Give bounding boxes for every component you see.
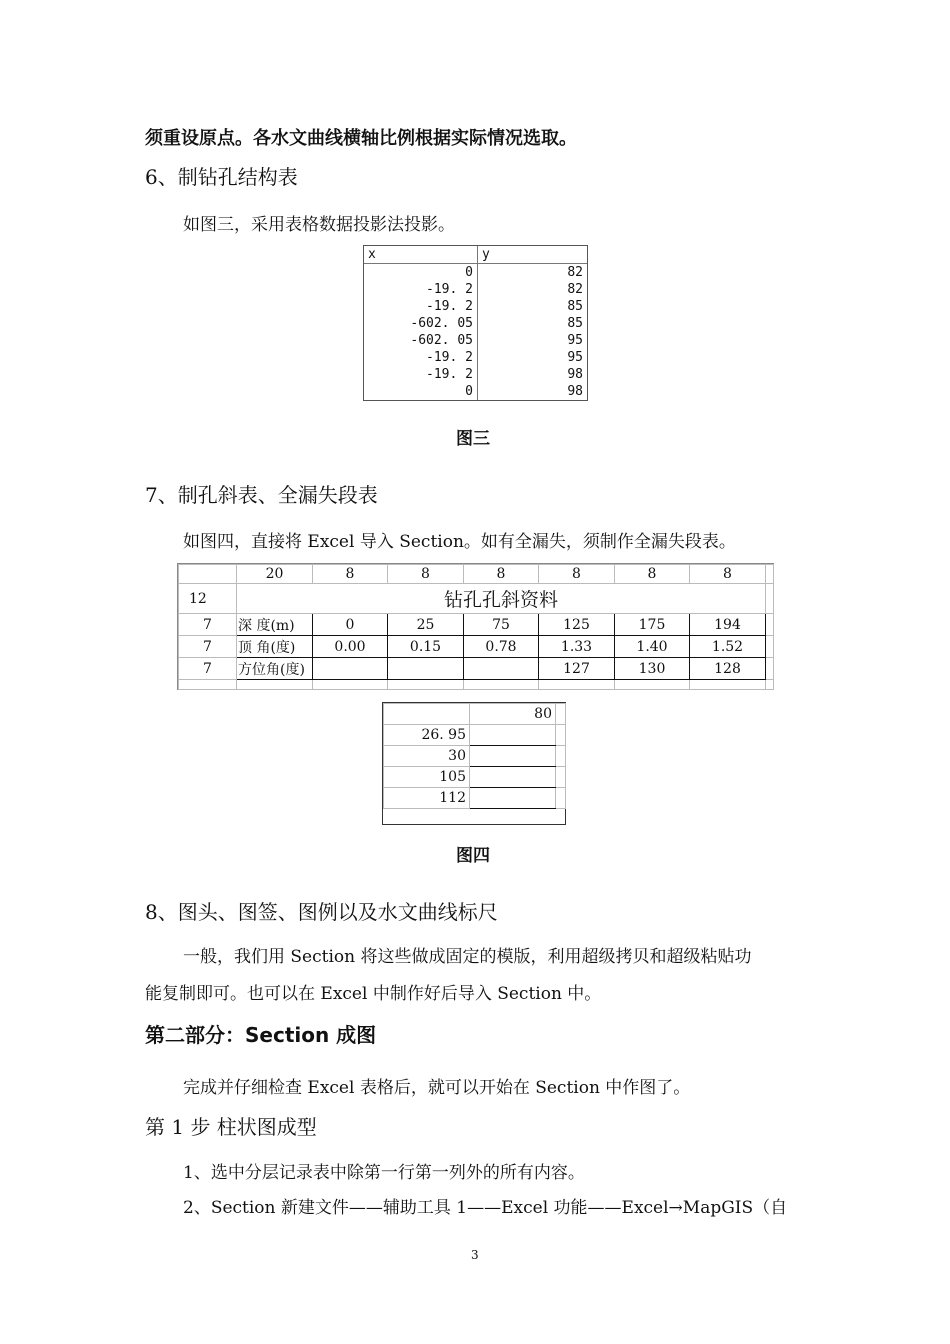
fig4-table [177, 563, 774, 690]
fig4-cell [690, 680, 766, 690]
step-1-heading: 第 1 步 柱状图成型 [145, 1115, 317, 1139]
fig4-cell: 7 [179, 614, 237, 636]
fig4-cell: 0.78 [464, 636, 539, 658]
fig4-cell [179, 565, 237, 584]
fig4-cell [539, 680, 615, 690]
fig4b-cell [556, 746, 566, 767]
fig3-cell: 98 [567, 367, 583, 382]
fig4-cell: 130 [615, 658, 690, 680]
fig4b-value: 26. 95 [384, 725, 470, 746]
fig3-cell: 82 [567, 265, 583, 280]
fig4-cell [766, 680, 774, 690]
fig4b-cell [470, 767, 556, 788]
fig4-cell: 0.15 [388, 636, 464, 658]
fig4-cell: 25 [388, 614, 464, 636]
fig4-label: 顶 角(度) [237, 636, 313, 658]
fig4-cell [237, 680, 313, 690]
fig4-cell [766, 614, 774, 636]
fig4-cell [766, 565, 774, 584]
fig4b-cell [470, 788, 556, 809]
step-item-1: 1、选中分层记录表中除第一行第一列外的所有内容。 [183, 1163, 585, 1183]
paragraph-8-line1: 一般，我们用 Section 将这些做成固定的模版，利用超级拷贝和超级粘贴功 [183, 947, 752, 967]
page-number: 3 [471, 1248, 479, 1262]
fig4b-cell [556, 788, 566, 809]
fig3-cell: -602. 05 [364, 315, 478, 332]
fig4b-value: 112 [384, 788, 470, 809]
fig4-title: 钻孔孔斜资料 [313, 584, 690, 614]
fig3-cell: 98 [567, 384, 583, 399]
fig4-cell [766, 584, 774, 614]
fig4-cell [313, 680, 388, 690]
fig4b-cell [470, 746, 556, 767]
fig4-cell [388, 680, 464, 690]
fig4-cell: 8 [313, 565, 388, 584]
fig4-label: 方位角(度) [237, 658, 313, 680]
fig4-cell: 8 [464, 565, 539, 584]
fig3-header-x: x [364, 246, 478, 264]
fig4-cell: 1.52 [690, 636, 766, 658]
paragraph-9: 完成并仔细检查 Excel 表格后，就可以开始在 Section 中作图了。 [183, 1078, 691, 1098]
fig4-cell: 194 [690, 614, 766, 636]
fig4-cell: 0.00 [313, 636, 388, 658]
fig3-cell: -19. 2 [364, 349, 478, 366]
fig3-cell: 82 [567, 282, 583, 297]
fig4-cell: 7 [179, 658, 237, 680]
fig3-cell: -19. 2 [364, 298, 478, 315]
paragraph-8-line2: 能复制即可。也可以在 Excel 中制作好后导入 Section 中。 [145, 984, 602, 1004]
fig3-cell: 85 [567, 299, 583, 314]
fig4-cell: 8 [615, 565, 690, 584]
fig4b-cell [556, 725, 566, 746]
fig3-caption: 图三 [456, 429, 490, 449]
fig3-cell: -19. 2 [364, 366, 478, 383]
part-two-heading: 第二部分：Section 成图 [145, 1023, 377, 1047]
fig4b-cell [384, 704, 470, 725]
fig3-cell: -19. 2 [364, 281, 478, 298]
fig3-cell: 85 [567, 316, 583, 331]
fig4-cell: 127 [539, 658, 615, 680]
step-item-2: 2、Section 新建文件——辅助工具 1——Excel 功能——Excel→MapGIS（自 [183, 1198, 788, 1218]
fig4-cell [766, 636, 774, 658]
fig4-cell [464, 658, 539, 680]
fig4-cell: 175 [615, 614, 690, 636]
fig3-cell: 95 [567, 333, 583, 348]
fig3-cell: 0 [364, 264, 478, 282]
fig3-table [363, 245, 588, 401]
heading-8: 8、图头、图签、图例以及水文曲线标尺 [145, 900, 498, 924]
fig4-cell [615, 680, 690, 690]
fig4-cell: 1.40 [615, 636, 690, 658]
fig3-cell: 95 [567, 350, 583, 365]
fig4-cell [766, 658, 774, 680]
fig4-cell [237, 584, 313, 614]
heading-7: 7、制孔斜表、全漏失段表 [145, 483, 378, 507]
fig4-title-num: 12 [179, 584, 237, 614]
fig4b-cell [556, 704, 566, 725]
fig4-cell [313, 658, 388, 680]
heading-6: 6、制钻孔结构表 [145, 165, 298, 189]
fig4-label: 深 度(m) [237, 614, 313, 636]
paragraph-7: 如图四，直接将 Excel 导入 Section。如有全漏失，须制作全漏失段表。 [183, 532, 736, 552]
fig4-cell [690, 584, 766, 614]
fig4-caption: 图四 [456, 846, 490, 866]
fig4b-table [382, 702, 566, 825]
fig4b-value: 30 [384, 746, 470, 767]
fig4-cell [388, 658, 464, 680]
fig4-cell: 8 [388, 565, 464, 584]
fig4-cell: 8 [690, 565, 766, 584]
fig3-cell: -602. 05 [364, 332, 478, 349]
fig4b-cell [470, 725, 556, 746]
fig3-cell: 0 [364, 383, 478, 400]
fig4-cell: 125 [539, 614, 615, 636]
fig4-cell: 7 [179, 636, 237, 658]
fig4b-value: 105 [384, 767, 470, 788]
fig4b-cell [556, 767, 566, 788]
fig4-cell [464, 680, 539, 690]
paragraph-6: 如图三，采用表格数据投影法投影。 [183, 215, 455, 235]
fig4-cell: 1.33 [539, 636, 615, 658]
fig4-cell: 128 [690, 658, 766, 680]
fig4b-header: 80 [470, 704, 556, 725]
fig4-cell: 75 [464, 614, 539, 636]
fig4-cell: 0 [313, 614, 388, 636]
fig4-cell: 20 [237, 565, 313, 584]
fig4-cell: 8 [539, 565, 615, 584]
continued-text: 须重设原点。各水文曲线横轴比例根据实际情况选取。 [145, 128, 577, 149]
fig4-cell [179, 680, 237, 690]
fig3-header-y: y [478, 246, 588, 264]
